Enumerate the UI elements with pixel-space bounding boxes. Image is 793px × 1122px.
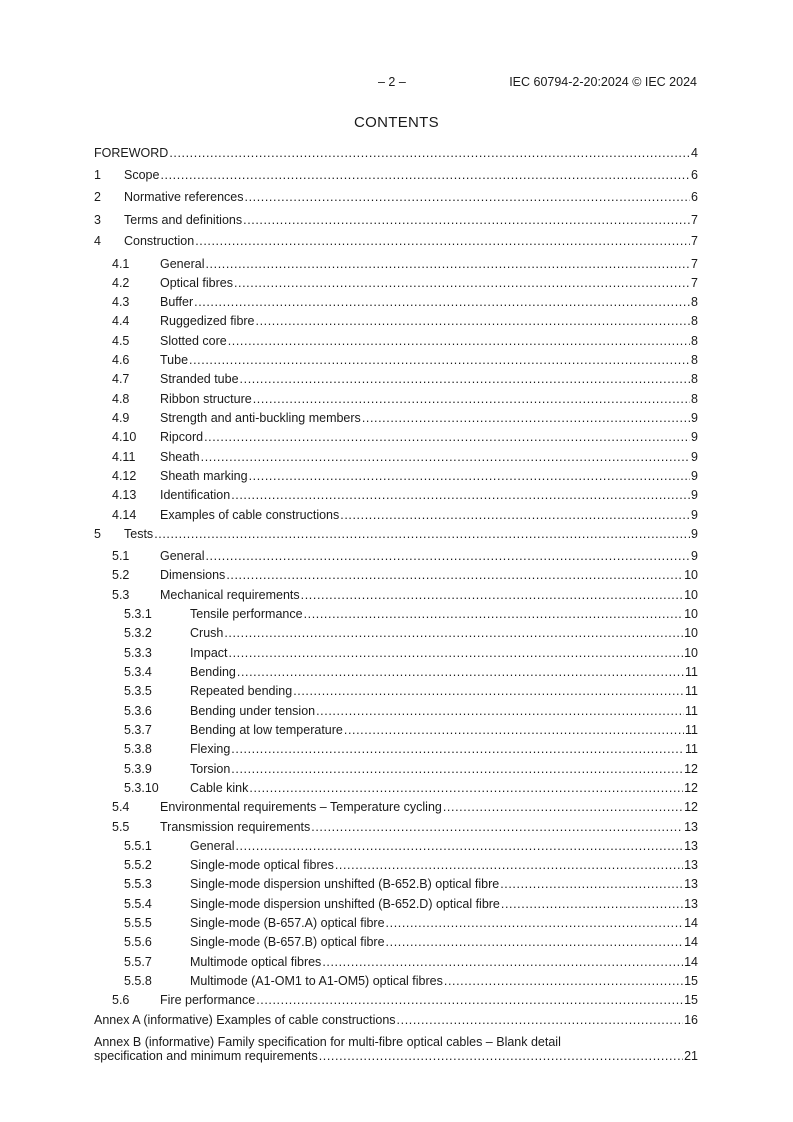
toc-dot-leader bbox=[249, 468, 690, 485]
toc-entry-page: 8 bbox=[691, 334, 698, 348]
toc-entry-page: 10 bbox=[684, 568, 698, 582]
toc-entry[interactable] bbox=[94, 294, 698, 311]
toc-entry[interactable] bbox=[94, 167, 698, 184]
toc-entry-title: Repeated bending bbox=[190, 684, 293, 698]
toc-entry-number: 5.5.8 bbox=[124, 974, 152, 988]
toc-dot-leader bbox=[154, 526, 690, 543]
toc-entry-title: Tube bbox=[160, 353, 189, 367]
toc-entry[interactable] bbox=[94, 973, 698, 990]
toc-entry-page: 13 bbox=[684, 877, 698, 891]
toc-entry-page: 10 bbox=[684, 646, 698, 660]
toc-entry[interactable] bbox=[94, 934, 698, 951]
toc-entry-title: Annex A (informative) Examples of cable constructions bbox=[94, 1013, 396, 1027]
toc-dot-leader bbox=[335, 857, 683, 874]
toc-dot-leader bbox=[240, 371, 691, 388]
toc-entry-number: 5.3.8 bbox=[124, 742, 152, 756]
toc-entry-number: 4.5 bbox=[112, 334, 130, 348]
toc-entry-title: Tensile performance bbox=[190, 607, 303, 621]
toc-dot-leader bbox=[205, 548, 690, 565]
toc-entry[interactable] bbox=[94, 838, 698, 855]
toc-entry-number: 4.10 bbox=[112, 430, 137, 444]
toc-entry-title: General bbox=[160, 549, 205, 563]
toc-dot-leader bbox=[231, 741, 684, 758]
toc-dot-leader bbox=[386, 934, 684, 951]
toc-entry-page: 13 bbox=[684, 897, 698, 911]
toc-entry[interactable] bbox=[94, 449, 698, 466]
toc-dot-leader bbox=[304, 606, 684, 623]
toc-entry-title: Crush bbox=[190, 626, 224, 640]
toc-dot-leader bbox=[243, 212, 690, 229]
toc-entry-page: 8 bbox=[691, 392, 698, 406]
toc-entry-title: Single-mode (B-657.B) optical fibre bbox=[190, 935, 385, 949]
toc-entry-title: Slotted core bbox=[160, 334, 227, 348]
toc-entry-page: 10 bbox=[684, 626, 698, 640]
toc-entry-title: Single-mode dispersion unshifted (B-652.D) optical fibre bbox=[190, 897, 500, 911]
toc-dot-leader bbox=[322, 954, 683, 971]
toc-entry-number: 4.13 bbox=[112, 488, 137, 502]
toc-entry-title: Bending at low temperature bbox=[190, 723, 343, 737]
toc-dot-leader bbox=[201, 449, 690, 466]
toc-entry-number: 5.3.3 bbox=[124, 646, 152, 660]
toc-entry-number: 5.3.9 bbox=[124, 762, 152, 776]
toc-entry-title: Sheath marking bbox=[160, 469, 248, 483]
toc-entry-number: 5.3.6 bbox=[124, 704, 152, 718]
toc-dot-leader bbox=[235, 838, 683, 855]
toc-entry[interactable] bbox=[94, 567, 698, 584]
toc-entry-number: 4.6 bbox=[112, 353, 130, 367]
toc-entry-page: 14 bbox=[684, 955, 698, 969]
toc-dot-leader bbox=[160, 167, 690, 184]
toc-entry[interactable] bbox=[94, 145, 698, 162]
toc-entry[interactable] bbox=[94, 371, 698, 388]
toc-entry-page: 11 bbox=[685, 723, 698, 737]
toc-entry-number: 5.5 bbox=[112, 820, 130, 834]
toc-entry-page: 13 bbox=[684, 839, 698, 853]
toc-entry-page: 11 bbox=[685, 742, 698, 756]
toc-entry-title: Terms and definitions bbox=[124, 213, 243, 227]
toc-entry-title: Identification bbox=[160, 488, 231, 502]
toc-entry-page: 8 bbox=[691, 295, 698, 309]
toc-dot-leader bbox=[204, 429, 690, 446]
toc-entry-number: 5.5.6 bbox=[124, 935, 152, 949]
page-title: CONTENTS bbox=[354, 114, 439, 131]
toc-entry-page: 8 bbox=[691, 372, 698, 386]
toc-entry-number: 5.3.1 bbox=[124, 607, 152, 621]
toc-entry-page: 9 bbox=[691, 527, 698, 541]
toc-entry-number: 5.3.2 bbox=[124, 626, 152, 640]
toc-entry-number: 1 bbox=[94, 168, 101, 182]
toc-dot-leader bbox=[249, 780, 683, 797]
toc-entry-title: FOREWORD bbox=[94, 146, 169, 160]
toc-entry[interactable] bbox=[94, 275, 698, 292]
toc-dot-leader bbox=[195, 233, 690, 250]
toc-entry-title: Optical fibres bbox=[160, 276, 233, 290]
toc-entry-page: 7 bbox=[691, 213, 698, 227]
toc-entry-title: Bending bbox=[190, 665, 236, 679]
toc-dot-leader bbox=[194, 294, 690, 311]
toc-entry-title: Bending under tension bbox=[190, 704, 316, 718]
toc-entry-number: 5.3.10 bbox=[124, 781, 159, 795]
toc-entry-continuation bbox=[94, 1049, 698, 1063]
toc-entry-number: 4 bbox=[94, 234, 101, 248]
toc-entry-number: 5.1 bbox=[112, 549, 130, 563]
toc-entry-page: 7 bbox=[691, 276, 698, 290]
toc-dot-leader bbox=[231, 761, 683, 778]
toc-entry[interactable] bbox=[94, 189, 698, 206]
toc-entry-title: Impact bbox=[190, 646, 228, 660]
toc-dot-leader bbox=[500, 876, 683, 893]
toc-dot-leader bbox=[316, 703, 684, 720]
toc-entry-title: Annex B (informative) Family specification for multi-fibre optical cables – Blank detail bbox=[94, 1035, 561, 1049]
toc-dot-leader bbox=[205, 256, 690, 273]
toc-entry-title: Multimode (A1-OM1 to A1-OM5) optical fibres bbox=[190, 974, 443, 988]
toc-entry-page: 9 bbox=[691, 469, 698, 483]
toc-dot-leader bbox=[319, 1049, 683, 1063]
toc-entry-number: 3 bbox=[94, 213, 101, 227]
toc-entry-number: 5.3 bbox=[112, 588, 130, 602]
toc-entry-page: 12 bbox=[684, 781, 698, 795]
toc-dot-leader bbox=[293, 683, 684, 700]
toc-dot-leader bbox=[226, 567, 683, 584]
toc-entry-title: Tests bbox=[124, 527, 154, 541]
page-number: – 2 – bbox=[378, 75, 406, 89]
toc-entry-title: Ruggedized fibre bbox=[160, 314, 255, 328]
toc-entry-number: 4.2 bbox=[112, 276, 130, 290]
toc-entry-page: 11 bbox=[685, 665, 698, 679]
toc-entry-number: 4.8 bbox=[112, 392, 130, 406]
toc-entry-number: 4.4 bbox=[112, 314, 130, 328]
toc-entry-title: Torsion bbox=[190, 762, 231, 776]
toc-entry[interactable] bbox=[94, 212, 698, 229]
toc-entry-page: 7 bbox=[691, 257, 698, 271]
document-id: IEC 60794-2-20:2024 © IEC 2024 bbox=[509, 75, 697, 89]
toc-entry-number: 5.2 bbox=[112, 568, 130, 582]
toc-entry[interactable] bbox=[94, 722, 698, 739]
toc-entry[interactable] bbox=[94, 896, 698, 913]
toc-entry-title: Normative references bbox=[124, 190, 244, 204]
toc-dot-leader bbox=[344, 722, 684, 739]
toc-entry-title: Scope bbox=[124, 168, 160, 182]
toc-entry-page: 9 bbox=[691, 450, 698, 464]
toc-dot-leader bbox=[256, 992, 683, 1009]
toc-dot-leader bbox=[501, 896, 683, 913]
toc-entry-page: 10 bbox=[684, 588, 698, 602]
toc-entry-page: 6 bbox=[691, 168, 698, 182]
toc-dot-leader bbox=[362, 410, 690, 427]
toc-dot-leader bbox=[169, 145, 690, 162]
toc-entry-title-continued: specification and minimum requirements bbox=[94, 1049, 318, 1063]
toc-entry-page: 16 bbox=[684, 1013, 698, 1027]
toc-entry-page: 12 bbox=[684, 762, 698, 776]
toc-entry-page: 9 bbox=[691, 549, 698, 563]
toc-entry-title: Examples of cable constructions bbox=[160, 508, 340, 522]
toc-dot-leader bbox=[256, 313, 691, 330]
toc-entry-title: Mechanical requirements bbox=[160, 588, 300, 602]
toc-entry-page: 6 bbox=[691, 190, 698, 204]
toc-entry[interactable] bbox=[94, 857, 698, 874]
toc-entry-page: 13 bbox=[684, 820, 698, 834]
toc-entry-number: 5.4 bbox=[112, 800, 130, 814]
toc-dot-leader bbox=[443, 799, 683, 816]
toc-entry[interactable] bbox=[94, 526, 698, 543]
toc-dot-leader bbox=[229, 645, 684, 662]
toc-entry[interactable] bbox=[94, 741, 698, 758]
toc-entry-page: 9 bbox=[691, 508, 698, 522]
page-header bbox=[0, 75, 793, 93]
toc-entry-page: 9 bbox=[691, 411, 698, 425]
toc-entry[interactable] bbox=[94, 664, 698, 681]
toc-entry-number: 2 bbox=[94, 190, 101, 204]
toc-entry-title: Flexing bbox=[190, 742, 231, 756]
toc-entry[interactable] bbox=[94, 915, 698, 932]
toc-entry-title: Stranded tube bbox=[160, 372, 239, 386]
toc-entry-page: 7 bbox=[691, 234, 698, 248]
toc-dot-leader bbox=[234, 275, 690, 292]
toc-entry-page: 9 bbox=[691, 488, 698, 502]
toc-entry[interactable] bbox=[94, 313, 698, 330]
toc-entry[interactable] bbox=[94, 992, 698, 1009]
toc-entry[interactable] bbox=[94, 645, 698, 662]
toc-entry-page: 9 bbox=[691, 430, 698, 444]
toc-entry[interactable] bbox=[94, 233, 698, 250]
toc-entry-page: 13 bbox=[684, 858, 698, 872]
toc-entry-page: 8 bbox=[691, 314, 698, 328]
toc-entry[interactable] bbox=[94, 352, 698, 369]
toc-entry-number: 4.1 bbox=[112, 257, 130, 271]
toc-entry-number: 5.5.3 bbox=[124, 877, 152, 891]
toc-entry[interactable] bbox=[94, 954, 698, 971]
toc-entry-page: 15 bbox=[684, 974, 698, 988]
toc-entry-number: 5 bbox=[94, 527, 101, 541]
toc-entry[interactable] bbox=[94, 703, 698, 720]
toc-entry[interactable] bbox=[94, 876, 698, 893]
toc-entry[interactable] bbox=[94, 587, 698, 604]
toc-dot-leader bbox=[253, 391, 690, 408]
toc-entry-number: 4.11 bbox=[112, 450, 136, 464]
toc-entry-title: Strength and anti-buckling members bbox=[160, 411, 361, 425]
toc-entry[interactable] bbox=[94, 548, 698, 565]
toc-entry-title: General bbox=[160, 257, 205, 271]
toc-entry-number: 4.3 bbox=[112, 295, 130, 309]
toc-entry[interactable] bbox=[94, 333, 698, 350]
toc-entry-number: 5.3.7 bbox=[124, 723, 152, 737]
toc-entry[interactable] bbox=[94, 799, 698, 816]
toc-dot-leader bbox=[386, 915, 684, 932]
toc-entry[interactable] bbox=[94, 625, 698, 642]
toc-entry-title: Transmission requirements bbox=[160, 820, 311, 834]
toc-entry-number: 5.6 bbox=[112, 993, 130, 1007]
toc-dot-leader bbox=[245, 189, 691, 206]
toc-entry-number: 5.5.1 bbox=[124, 839, 152, 853]
toc-entry-title: Environmental requirements – Temperature cycling bbox=[160, 800, 442, 814]
toc-entry-annex-b[interactable] bbox=[94, 1035, 698, 1063]
toc-entry[interactable] bbox=[94, 761, 698, 778]
toc-dot-leader bbox=[397, 1012, 684, 1029]
toc-entry-title: Fire performance bbox=[160, 993, 256, 1007]
toc-entry-title: Single-mode dispersion unshifted (B-652.B) optical fibre bbox=[190, 877, 500, 891]
toc-dot-leader bbox=[231, 487, 690, 504]
toc-dot-leader bbox=[228, 333, 690, 350]
toc-entry-title: Single-mode (B-657.A) optical fibre bbox=[190, 916, 385, 930]
toc-entry-title: Ribbon structure bbox=[160, 392, 252, 406]
toc-entry-title: Buffer bbox=[160, 295, 194, 309]
toc-entry[interactable] bbox=[94, 410, 698, 427]
toc-entry-title: Construction bbox=[124, 234, 195, 248]
toc-entry[interactable] bbox=[94, 780, 698, 797]
toc-entry-number: 5.3.4 bbox=[124, 665, 152, 679]
toc-entry-number: 5.5.4 bbox=[124, 897, 152, 911]
toc-dot-leader bbox=[444, 973, 683, 990]
toc-entry[interactable] bbox=[94, 1012, 698, 1029]
toc-entry-number: 5.5.5 bbox=[124, 916, 152, 930]
toc-entry[interactable] bbox=[94, 507, 698, 524]
toc-entry[interactable] bbox=[94, 429, 698, 446]
toc-entry-title: Sheath bbox=[160, 450, 200, 464]
toc-entry-number: 5.3.5 bbox=[124, 684, 152, 698]
toc-entry[interactable] bbox=[94, 256, 698, 273]
toc-dot-leader bbox=[237, 664, 684, 681]
toc-entry[interactable] bbox=[94, 606, 698, 623]
toc-dot-leader bbox=[224, 625, 683, 642]
toc-entry-title: General bbox=[190, 839, 235, 853]
toc-entry-page: 14 bbox=[684, 935, 698, 949]
toc-entry-title: Ripcord bbox=[160, 430, 204, 444]
toc-entry-page: 11 bbox=[685, 684, 698, 698]
toc-entry[interactable] bbox=[94, 819, 698, 836]
toc-entry-number: 4.7 bbox=[112, 372, 130, 386]
toc-entry-number: 4.9 bbox=[112, 411, 130, 425]
toc-entry-title: Single-mode optical fibres bbox=[190, 858, 334, 872]
toc-entry-number: 4.12 bbox=[112, 469, 137, 483]
toc-entry-title: Dimensions bbox=[160, 568, 226, 582]
toc-entry-page: 14 bbox=[684, 916, 698, 930]
toc-entry[interactable] bbox=[94, 683, 698, 700]
toc-entry-title: Multimode optical fibres bbox=[190, 955, 322, 969]
toc-entry[interactable] bbox=[94, 468, 698, 485]
toc-entry-page: 11 bbox=[685, 704, 698, 718]
toc-entry[interactable] bbox=[94, 487, 698, 504]
toc-dot-leader bbox=[301, 587, 683, 604]
toc-entry-page: 21 bbox=[684, 1049, 698, 1063]
toc-entry-page: 8 bbox=[691, 353, 698, 367]
toc-entry-title: Cable kink bbox=[190, 781, 249, 795]
toc-entry-number: 4.14 bbox=[112, 508, 137, 522]
toc-entry-page: 15 bbox=[684, 993, 698, 1007]
toc-entry[interactable] bbox=[94, 391, 698, 408]
toc-dot-leader bbox=[340, 507, 690, 524]
toc-dot-leader bbox=[189, 352, 690, 369]
toc-dot-leader bbox=[311, 819, 683, 836]
toc-entry-page: 4 bbox=[691, 146, 698, 160]
toc-entry-page: 10 bbox=[684, 607, 698, 621]
toc-entry-number: 5.5.7 bbox=[124, 955, 152, 969]
toc-entry-number: 5.5.2 bbox=[124, 858, 152, 872]
toc-entry-page: 12 bbox=[684, 800, 698, 814]
